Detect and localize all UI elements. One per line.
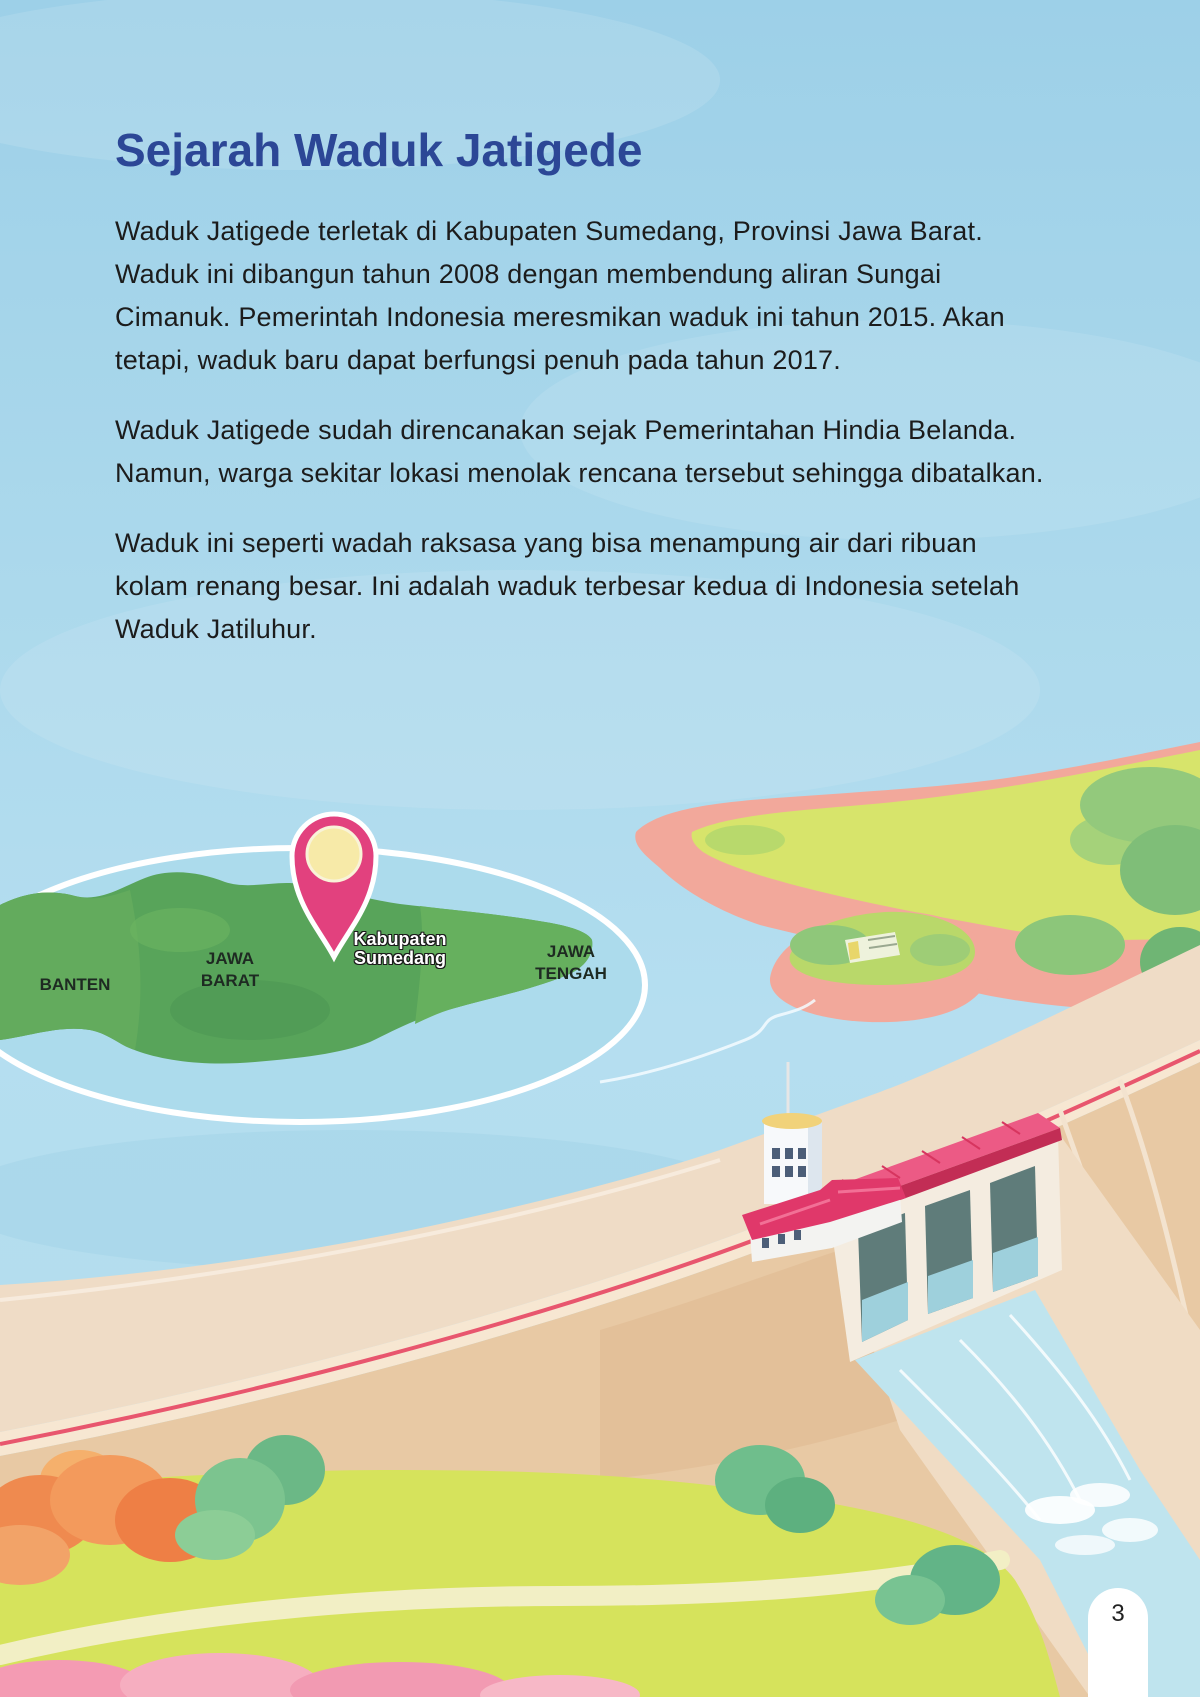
page-title: Sejarah Waduk Jatigede <box>115 124 643 176</box>
text-line: Waduk ini dibangun tahun 2008 dengan membendung aliran Sungai <box>115 259 942 289</box>
text-line: kolam renang besar. Ini adalah waduk terbesar kedua di Indonesia setelah <box>115 571 1020 601</box>
text-line: Waduk Jatigede sudah direncanakan sejak Pemerintahan Hindia Belanda. <box>115 415 1017 445</box>
text-line: Waduk ini seperti wadah raksasa yang bisa menampung air dari ribuan <box>115 528 977 558</box>
paragraph-2 <box>115 409 1115 495</box>
body-text <box>115 210 1115 678</box>
text-line: Waduk Jatigede terletak di Kabupaten Sumedang, Provinsi Jawa Barat. <box>115 216 983 246</box>
text-line: Waduk Jatiluhur. <box>115 614 317 644</box>
text-line: Namun, warga sekitar lokasi menolak rencana tersebut sehingga dibatalkan. <box>115 458 1044 488</box>
map-label-jawa-barat: JAWA BARAT <box>200 949 260 990</box>
map-label-kabupaten-sumedang: Kabupaten Sumedang <box>353 929 447 968</box>
page-number-tab <box>1088 1588 1148 1697</box>
banten-region <box>0 890 140 1050</box>
map-label-jawa-tengah: JAWA TENGAH <box>535 942 607 983</box>
text-line: tetapi, waduk baru dapat berfungsi penuh pada tahun 2017. <box>115 345 841 375</box>
text-line: Cimanuk. Pemerintah Indonesia meresmikan waduk ini tahun 2015. Akan <box>115 302 1005 332</box>
paragraph-1 <box>115 210 1115 382</box>
control-tower <box>762 1113 822 1204</box>
paragraph-3 <box>115 522 1115 651</box>
page-number: 3 <box>1111 1600 1125 1627</box>
map-label-banten: BANTEN <box>39 975 111 994</box>
